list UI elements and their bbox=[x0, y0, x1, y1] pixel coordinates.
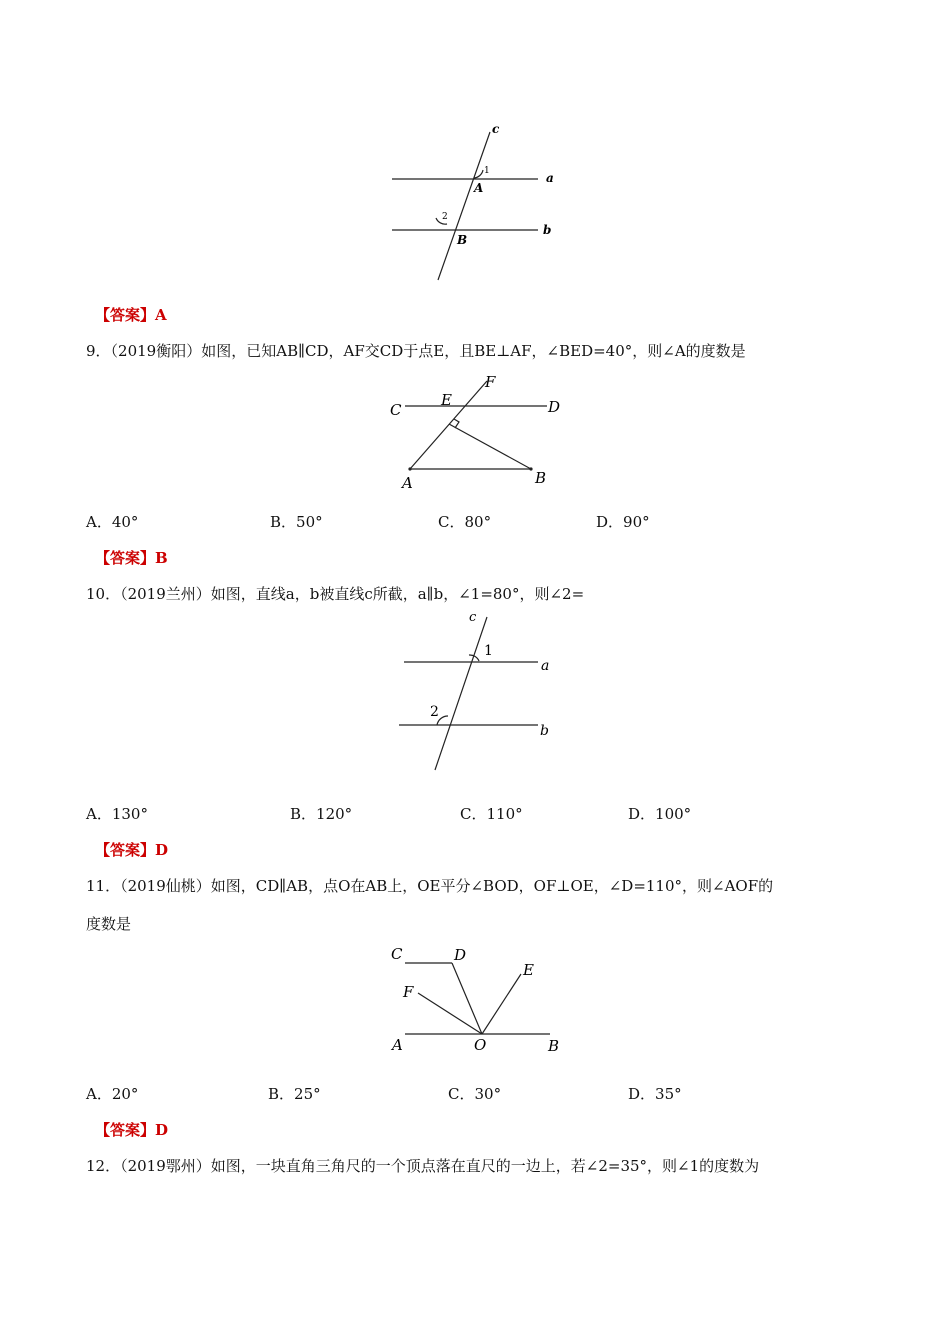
label-E: E bbox=[441, 391, 452, 409]
option-c: C．110° bbox=[460, 805, 523, 823]
option-a: A．130° bbox=[86, 805, 148, 823]
line-DO bbox=[452, 963, 482, 1034]
question-text: 如图，直线a，b被直线c所截，a∥b，∠1=80°，则∠2= bbox=[210, 585, 585, 603]
label-b: b bbox=[543, 223, 552, 237]
label-angle-2: 2 bbox=[430, 704, 439, 720]
option-b: B．120° bbox=[290, 805, 353, 823]
question-source: （2019兰州） bbox=[120, 585, 211, 603]
label-E: E bbox=[523, 961, 534, 979]
label-A: A bbox=[474, 181, 484, 195]
option-b: B．25° bbox=[268, 1085, 321, 1103]
question-source: （2019仙桃） bbox=[120, 877, 211, 895]
question-text: 如图，已知AB∥CD，AF交CD于点E，且BE⊥AF，∠BED=40°，则∠A的度数是 bbox=[201, 342, 746, 360]
point-A bbox=[408, 467, 411, 470]
line-OE bbox=[482, 974, 521, 1034]
point-B bbox=[529, 467, 532, 470]
label-b: b bbox=[540, 723, 549, 739]
answer-tag: 【答案】 bbox=[95, 841, 156, 859]
answer-q11 bbox=[95, 1119, 168, 1140]
question-11 bbox=[86, 875, 773, 896]
option-d: D．100° bbox=[628, 805, 692, 823]
label-c: c bbox=[469, 610, 477, 625]
figure-q8 bbox=[380, 118, 570, 288]
label-F: F bbox=[485, 373, 496, 391]
label-O: O bbox=[474, 1036, 487, 1054]
question-text: 如图，CD∥AB，点O在AB上，OE平分∠BOD，OF⊥OE，∠D=110°，则∠AOF的 bbox=[210, 877, 774, 895]
option-c: C．30° bbox=[448, 1085, 502, 1103]
label-C: C bbox=[391, 945, 403, 963]
question-9 bbox=[86, 340, 746, 361]
figure-q11 bbox=[385, 940, 565, 1060]
question-source: （2019鄂州） bbox=[120, 1157, 211, 1175]
option-a: A．20° bbox=[86, 1085, 139, 1103]
label-D: D bbox=[454, 946, 467, 964]
option-d: D．35° bbox=[628, 1085, 682, 1103]
label-B: B bbox=[548, 1037, 560, 1055]
label-B: B bbox=[457, 233, 468, 247]
label-a: a bbox=[541, 658, 550, 674]
option-a: A．40° bbox=[86, 513, 139, 531]
answer-tag: 【答案】 bbox=[95, 549, 156, 567]
line-c bbox=[438, 132, 490, 280]
question-number: 11． bbox=[86, 877, 121, 895]
answer-value: D bbox=[155, 841, 169, 859]
question-11-line2: 度数是 bbox=[86, 915, 132, 933]
question-number: 10． bbox=[86, 585, 121, 603]
question-number: 12． bbox=[86, 1157, 121, 1175]
option-b: B．50° bbox=[270, 513, 323, 531]
line-c bbox=[435, 617, 487, 770]
label-a: a bbox=[546, 171, 554, 185]
angle-1-arc bbox=[469, 655, 479, 661]
question-10 bbox=[86, 583, 584, 604]
answer-tag: 【答案】 bbox=[95, 306, 156, 324]
label-B: B bbox=[535, 469, 547, 487]
answer-q10 bbox=[95, 839, 168, 860]
answer-value: B bbox=[155, 549, 168, 567]
option-c: C．80° bbox=[438, 513, 492, 531]
question-12 bbox=[86, 1155, 759, 1176]
label-angle-1: 1 bbox=[484, 643, 493, 659]
answer-value: A bbox=[155, 306, 167, 324]
question-text: 如图，一块直角三角尺的一个顶点落在直尺的一边上，若∠2=35°，则∠1的度数为 bbox=[210, 1157, 760, 1175]
question-source: （2019衡阳） bbox=[110, 342, 202, 360]
label-F: F bbox=[403, 983, 414, 1001]
answer-q8 bbox=[95, 304, 167, 325]
label-A: A bbox=[392, 1036, 403, 1054]
label-C: C bbox=[390, 401, 402, 419]
label-A: A bbox=[402, 474, 413, 492]
line-EB bbox=[449, 424, 531, 469]
label-angle-1: 1 bbox=[484, 166, 490, 176]
figure-q9 bbox=[385, 372, 575, 492]
label-D: D bbox=[548, 398, 561, 416]
answer-tag: 【答案】 bbox=[95, 1121, 156, 1139]
label-c: c bbox=[492, 122, 500, 136]
answer-value: D bbox=[155, 1121, 169, 1139]
line-OF bbox=[418, 993, 482, 1034]
figure-q10 bbox=[390, 608, 570, 778]
label-angle-2: 2 bbox=[442, 212, 448, 222]
option-d: D．90° bbox=[596, 513, 650, 531]
answer-q9 bbox=[95, 547, 168, 568]
question-number: 9． bbox=[86, 342, 111, 360]
